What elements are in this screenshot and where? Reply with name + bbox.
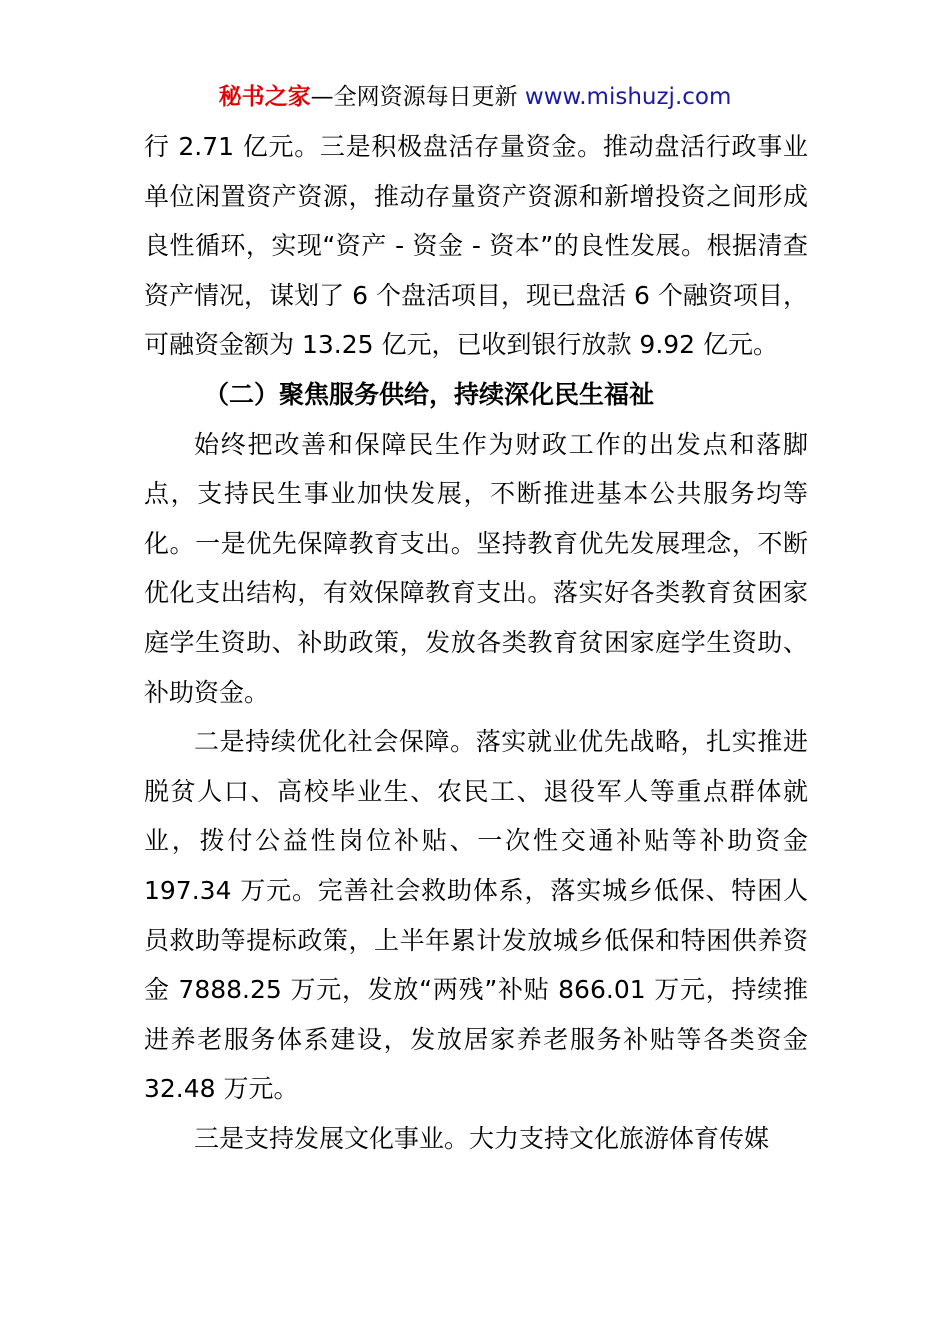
paragraph: 二是持续优化社会保障。落实就业优先战略，扎实推进脱贫人口、高校毕业生、农民工、退役军人等重点群体就业，拨付公益性岗位补贴、一次性交通补贴等补助资金197.34 万元。完善社会救助体系，落实城乡低保、特困人员救助等提标政策，上半年累计发放城乡低保和特困供养资金 7888.25 万元，发放“两残”补贴 866.01 万元，持续推进养老服务体系建设，发放居家养老服务补贴等各类资金 32.48 万元。 [144, 727, 808, 1104]
header-tagline: —全网资源每日更新 [310, 84, 525, 110]
section-heading: （二）聚焦服务供给，持续深化民生福祉 [204, 379, 655, 409]
paragraph: 始终把改善和保障民生作为财政工作的出发点和落脚点，支持民生事业加快发展，不断推进基本公共服务均等化。一是优先保障教育支出。坚持教育优先发展理念，不断优化支出结构，有效保障教育支出。落实好各类教育贫困家庭学生资助、补助政策，发放各类教育贫困家庭学生资助、补助资金。 [144, 429, 808, 707]
paragraph: 三是支持发展文化事业。大力支持文化旅游体育传媒 [194, 1123, 770, 1153]
paragraph-continuation: 行 2.71 亿元。三是积极盘活存量资金。推动盘活行政事业单位闲置资产资源，推动存量资产资源和新增投资之间形成良性循环，实现“资产 - 资金 - 资本”的良性发展。根据清查资产情况，谋划了 6 个盘活项目，现已盘活 6 个融资项目，可融资金额为 13.25 亿元，已收到银行放款 9.92 亿元。 [144, 132, 808, 360]
website-link[interactable]: www.mishuzj.com [524, 84, 732, 110]
document-body [144, 122, 808, 1163]
brand-name: 秘书之家 [218, 84, 311, 110]
page-header [0, 82, 950, 112]
